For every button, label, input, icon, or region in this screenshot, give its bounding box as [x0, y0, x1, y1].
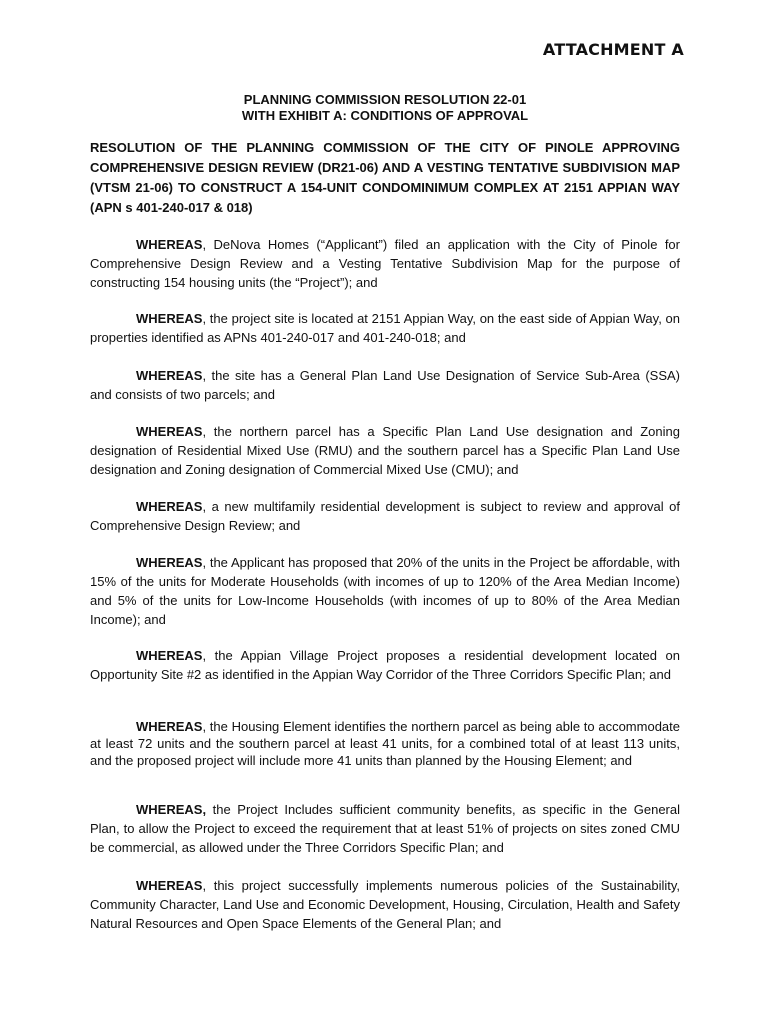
whereas-paragraph-10 — [90, 876, 680, 933]
resolution-title-line-2: WITH EXHIBIT A: CONDITIONS OF APPROVAL — [241, 108, 529, 123]
whereas-lead: WHEREAS — [136, 424, 203, 439]
resolution-title-line-1: PLANNING COMMISSION RESOLUTION 22-01 — [243, 92, 527, 107]
whereas-text: , this project successfully implements numerous policies of the Sustainability, Community Character, Land Use and Economic Development, Housing, Circulation, Health and Safety Natural Resources and Open Space Elements of the General Plan; and — [90, 878, 680, 931]
whereas-lead: WHEREAS — [136, 237, 203, 252]
whereas-paragraph-6 — [90, 553, 680, 629]
whereas-text: , the Housing Element identifies the northern parcel as being able to accommodate at least 72 units and the southern parcel at least 41 units, for a combined total of at least 113 units, and the proposed project will include more 41 units than planned by the Housing Element; and — [90, 719, 680, 768]
whereas-text: , a new multifamily residential development is subject to review and approval of Comprehensive Design Review; and — [90, 499, 680, 533]
whereas-lead: WHEREAS — [136, 499, 203, 514]
whereas-paragraph-1 — [90, 235, 680, 292]
whereas-lead: WHEREAS — [136, 555, 203, 570]
whereas-text: , the Appian Village Project proposes a residential development located on Opportunity Site #2 as identified in the Appian Way Corridor of the Three Corridors Specific Plan; and — [90, 648, 680, 682]
whereas-text: , the site has a General Plan Land Use Designation of Service Sub-Area (SSA) and consists of two parcels; and — [90, 368, 680, 402]
resolution-heading: RESOLUTION OF THE PLANNING COMMISSION OF THE CITY OF PINOLE APPROVING COMPREHENSIVE DESIGN REVIEW (DR21-06) AND A VESTING TENTATIVE SUBDIVISION MAP (VTSM 21-06) TO CONSTRUCT A 154-UNIT CONDOMINIMUM COMPLEX AT 2151 APPIAN WAY (APN s 401-240-017 & 018) — [90, 140, 680, 215]
whereas-paragraph-3 — [90, 366, 680, 404]
attachment-label: ATTACHMENT A — [542, 40, 684, 59]
whereas-text: , the northern parcel has a Specific Plan Land Use designation and Zoning designation of Residential Mixed Use (RMU) and the southern parcel has a Specific Plan Land Use designation and Zoning designation of Commercial Mixed Use (CMU); and — [90, 424, 680, 477]
whereas-lead: WHEREAS — [136, 648, 203, 663]
whereas-paragraph-2 — [90, 309, 680, 347]
whereas-text: , the project site is located at 2151 Appian Way, on the east side of Appian Way, on properties identified as APNs 401-240-017 and 401-240-018; and — [90, 311, 680, 345]
whereas-text: , DeNova Homes (“Applicant”) filed an application with the City of Pinole for Comprehensive Design Review and a Vesting Tentative Subdivision Map for the purpose of constructing 154 housing units (the “Project”); and — [90, 237, 680, 290]
whereas-paragraph-8 — [90, 718, 680, 769]
whereas-lead: WHEREAS — [136, 368, 203, 383]
whereas-paragraph-5 — [90, 497, 680, 535]
resolution-title — [90, 92, 680, 124]
whereas-lead: WHEREAS — [136, 878, 203, 893]
whereas-paragraph-4 — [90, 422, 680, 479]
whereas-lead: WHEREAS — [136, 719, 203, 734]
whereas-lead: WHEREAS, — [136, 802, 207, 817]
whereas-paragraph-7 — [90, 646, 680, 684]
whereas-lead: WHEREAS — [136, 311, 203, 326]
whereas-paragraph-9 — [90, 800, 680, 857]
whereas-text: , the Applicant has proposed that 20% of the units in the Project be affordable, with 15% of the units for Moderate Households (with incomes of up to 120% of the Area Median Income) and 5% of the units for Low-Income Households (with incomes of up to 80% of the Area Median Income); and — [90, 555, 680, 627]
whereas-text: the Project Includes sufficient community benefits, as specific in the General Plan, to allow the Project to exceed the requirement that at least 51% of projects on sites zoned CMU be commercial, as allowed under the Three Corridors Specific Plan; and — [90, 802, 680, 855]
